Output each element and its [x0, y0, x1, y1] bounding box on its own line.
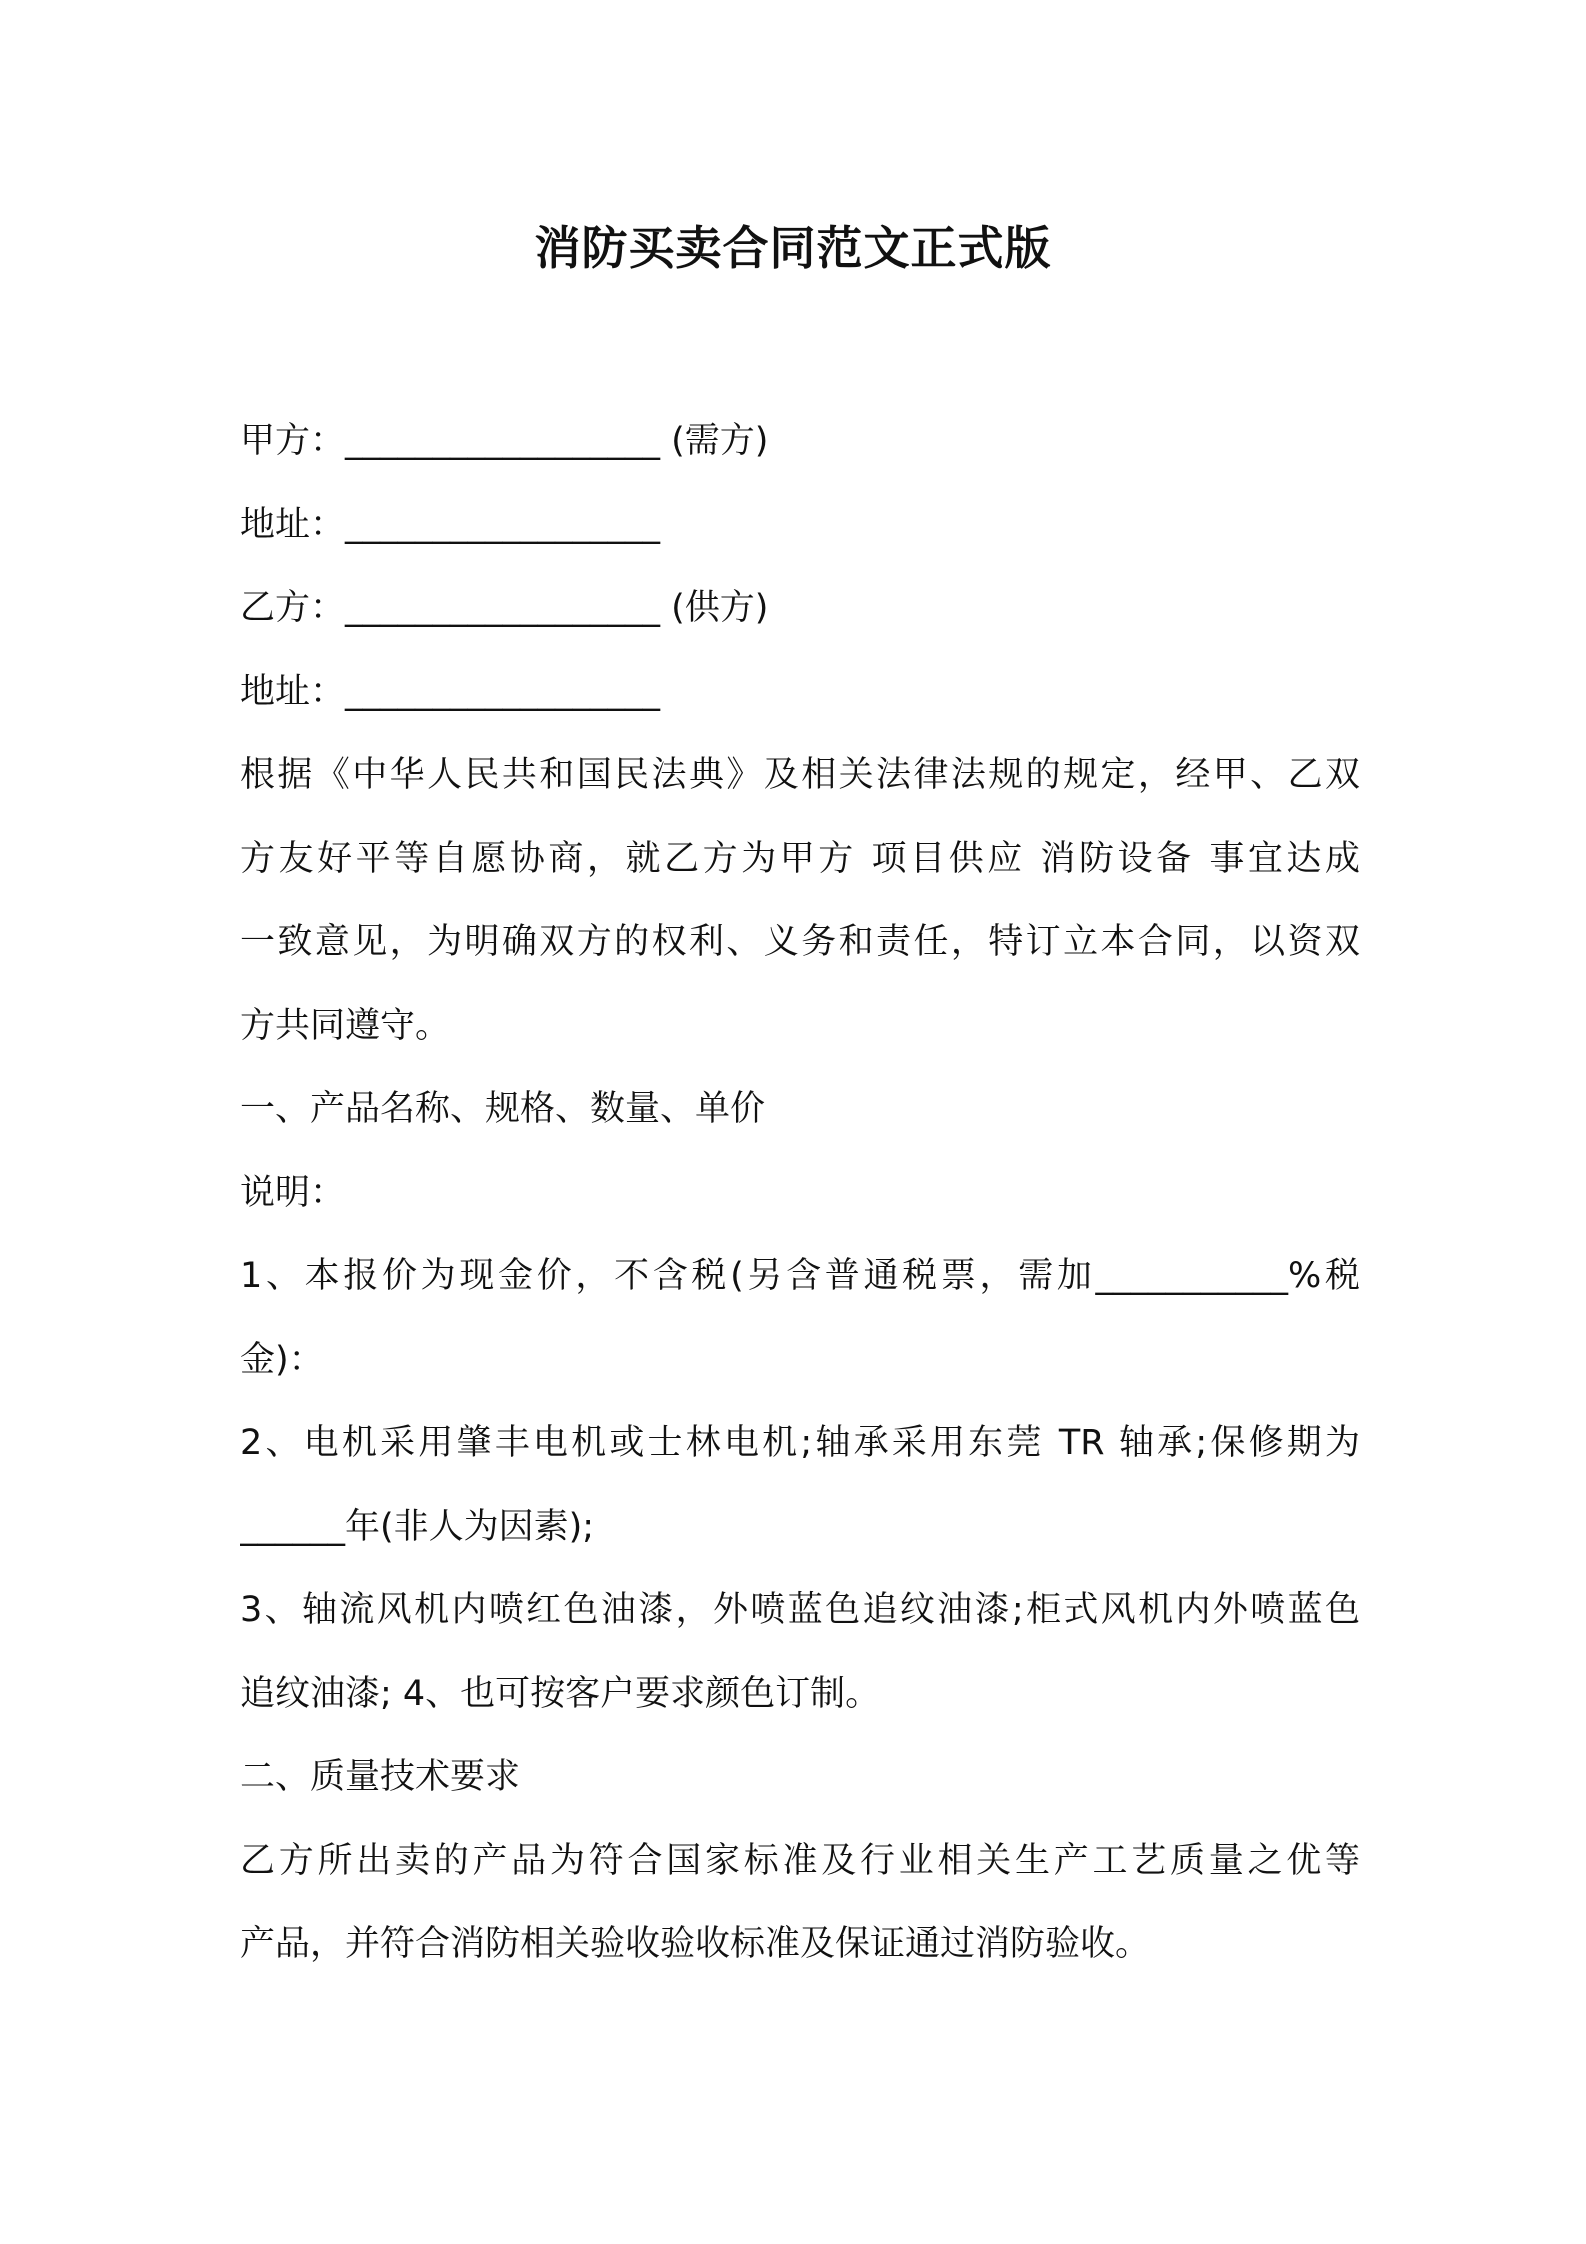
quality-paragraph-line: 产品，并符合消防相关验收验收标准及保证通过消防验收。: [240, 1924, 1151, 1964]
note-item-line: 追纹油漆; 4、也可按客户要求颜色订制。: [240, 1673, 881, 1714]
preamble-line: 方友好平等自愿协商，就乙方为甲方 项目供应 消防设备 事宜达成: [240, 838, 1360, 879]
note-item-line: 3、轴流风机内喷红色油漆，外喷蓝色追纹油漆;柜式风机内外喷蓝色: [240, 1590, 1360, 1630]
section-heading: 一、产品名称、规格、数量、单价: [240, 1089, 766, 1129]
document-title: 消防买卖合同范文正式版: [534, 221, 1052, 275]
note-item-line: 金)：: [240, 1339, 324, 1380]
party-b-line: 乙方：__________________ (供方): [240, 588, 769, 628]
preamble-line: 一致意见，为明确双方的权利、义务和责任，特订立本合同，以资双: [240, 922, 1360, 962]
note-label: 说明：: [240, 1172, 346, 1213]
party-a-line: 甲方：__________________ (需方): [240, 421, 769, 461]
party-b-address-line: 地址：__________________: [240, 671, 661, 712]
note-item-line: 1、本报价为现金价，不含税(另含普通税票，需加___________%税: [240, 1256, 1360, 1296]
party-a-address-line: 地址：__________________: [240, 504, 661, 545]
quality-paragraph-line: 乙方所出卖的产品为符合国家标准及行业相关生产工艺质量之优等: [240, 1840, 1360, 1881]
note-item-line: ______年(非人为因素);: [240, 1506, 595, 1547]
preamble-line: 根据《中华人民共和国民法典》及相关法律法规的规定，经甲、乙双: [240, 755, 1360, 795]
note-item-line: 2、电机采用肇丰电机或士林电机;轴承采用东莞 TR 轴承;保修期为: [240, 1423, 1360, 1463]
section-heading: 二、质量技术要求: [240, 1757, 521, 1797]
document-body: [240, 400, 1360, 1987]
preamble-line: 方共同遵守。: [240, 1005, 451, 1046]
